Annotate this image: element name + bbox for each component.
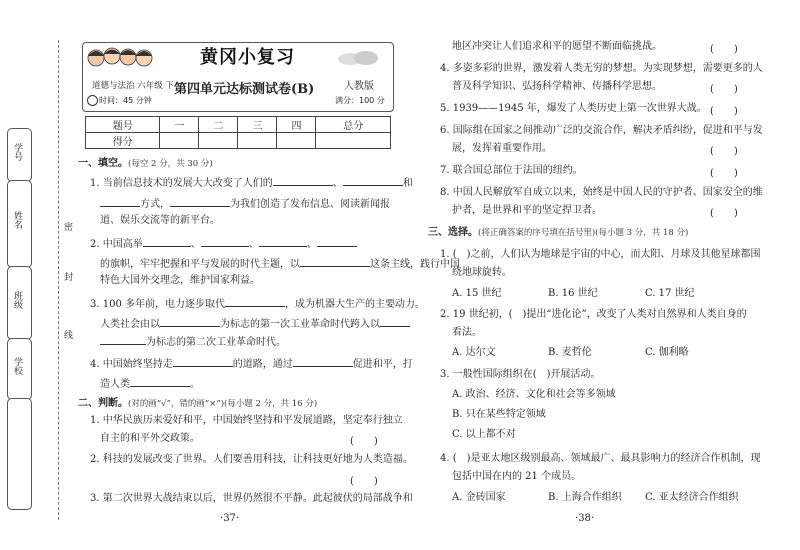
page-number-right-value: 38 <box>578 513 591 524</box>
page-number-left: ·37· <box>220 513 240 524</box>
blank-tab <box>7 398 32 510</box>
c4-option-a[interactable]: A. 金砖国家 <box>452 492 506 503</box>
q3-line2 <box>100 316 410 331</box>
page-number-right: ·38· <box>575 513 595 524</box>
score-cell[interactable] <box>277 133 316 149</box>
q1-text: 方式， <box>140 199 170 210</box>
q1-blank[interactable] <box>170 196 230 207</box>
clock-icon <box>87 95 98 106</box>
q4-text: 的道路，通过 <box>232 359 293 370</box>
q3-blank[interactable] <box>225 296 285 307</box>
q2-blank[interactable] <box>300 256 370 267</box>
section3-heading <box>428 226 688 240</box>
c1-line2: 绕地球旋转。 <box>452 267 512 278</box>
q1-text: 1. 当前信息技术的发展大大改变了人们的 <box>90 178 273 189</box>
q2-text: 的旗帜，牢牢把握和平与发展的时代主题，以 <box>100 259 300 270</box>
j3-answer-paren[interactable]: ( ) <box>710 44 738 55</box>
q2-sep: 、 <box>190 239 201 250</box>
name-tab <box>7 180 32 268</box>
section3-hint: (将正确答案的序号填在括号里)(每小题 3 分，共 18 分) <box>478 228 689 238</box>
subject-grade: 道德与法治 六年级 下 <box>92 81 174 91</box>
q2-sep: 、 <box>248 239 259 250</box>
q2-line1 <box>90 236 357 251</box>
section1-heading <box>78 157 213 171</box>
kids-illustration <box>86 44 156 74</box>
score-header-cell: 题号 <box>86 117 160 133</box>
q1-text: 为我们创造了发布信息、阅读新闻报 <box>230 199 390 210</box>
class-label: 班级 <box>12 291 22 309</box>
q1-line1: 1. 当前信息技术的发展大大改变了人们的 、 和 <box>90 175 413 190</box>
j4-line2: 普及科学知识、弘扬科学精神、传播科学思想。 <box>452 81 662 92</box>
student-no-tab <box>7 128 32 182</box>
line-mark: 线 <box>62 330 72 339</box>
j7-line1: 7. 联合国总部位于法国的纽约。 <box>440 165 583 176</box>
seal-mark: 密 <box>62 222 72 231</box>
q2-line3: 特色大国外交理念，维护国家利益。 <box>100 275 260 286</box>
c1-option-a[interactable]: A. 15 世纪 <box>452 288 502 299</box>
q1-blank[interactable] <box>273 175 333 186</box>
j8-answer-paren[interactable]: ( ) <box>710 208 738 219</box>
cloud-icon <box>336 50 380 66</box>
j3-line1: 3. 第二次世界大战结束以后，世界仍然很不平静。此起彼伏的局部战争和 <box>90 493 413 504</box>
name-label: 姓名 <box>12 211 22 229</box>
c2-option-a[interactable]: A. 达尔文 <box>452 347 496 358</box>
cut-mark: 封 <box>62 272 72 281</box>
c3-line1: 3. 一般性国际组织在( )开展活动。 <box>440 369 601 380</box>
c1-option-c[interactable]: C. 17 世纪 <box>645 288 695 299</box>
score-header-cell: 四 <box>277 117 316 133</box>
c1-option-b[interactable]: B. 16 世纪 <box>548 288 598 299</box>
q4-text: 。 <box>190 379 200 390</box>
q3-blank[interactable] <box>100 334 146 345</box>
q1-blank[interactable] <box>343 175 403 186</box>
c3-option-c[interactable]: C. 以上都不对 <box>452 429 516 440</box>
school-label: 学校 <box>12 357 22 375</box>
q2-blank[interactable] <box>143 236 191 247</box>
seal-line <box>58 40 59 520</box>
q3-line1 <box>90 296 425 311</box>
class-tab <box>7 266 32 340</box>
q3-text: ，成为机器大生产的主要动力。 <box>285 299 425 310</box>
score-header-cell: 三 <box>238 117 277 133</box>
q2-blank[interactable] <box>259 236 307 247</box>
section2-hint: (对的画“√”，错的画“×”)(每小题 2 分，共 16 分) <box>128 399 318 409</box>
j2-line1: 2. 科技的发展改变了世界。人们要善用科技，让科技更好地为人类造福。 <box>90 454 413 465</box>
j8-line2: 护者，是世界和平的坚定捍卫者。 <box>452 205 602 216</box>
q3-blank[interactable] <box>160 316 220 327</box>
j6-line1: 6. 国际组在国家之间推动广泛的交流合作，解决矛盾纠纷，促进和平与发 <box>440 125 763 136</box>
q4-text: 促进和平，打 <box>352 359 413 370</box>
q4-blank[interactable] <box>173 356 233 367</box>
q3-text: 为标志的第二次工业革命时代。 <box>146 337 286 348</box>
q4-text: 造人类 <box>100 379 130 390</box>
score-cell[interactable] <box>199 133 238 149</box>
q2-sep: 、 <box>306 239 317 250</box>
q1-line3: 道、娱乐交流等的新平台。 <box>100 215 220 226</box>
j4-line1: 4. 多姿多彩的世界，激发着人类无穷的梦想。为实现梦想，需要更多的人 <box>440 63 763 74</box>
time-label: 时间：45 分钟 <box>99 96 152 105</box>
c2-line2: 看法。 <box>452 327 482 338</box>
q2-text: 这条主线，践行中国 <box>370 259 460 270</box>
q3-text: 3. 100 多年前，电力逐步取代 <box>90 299 225 310</box>
edition-label: 人教版 <box>344 81 374 92</box>
q4-line2 <box>100 376 200 391</box>
c2-line1: 2. 19 世纪初，( )提出“进化论”，改变了人类对自然界和人类自身的 <box>440 309 747 320</box>
score-header-cell: 一 <box>160 117 199 133</box>
section3-title: 三、选择。 <box>428 227 478 238</box>
q2-text: 2. 中国高举 <box>90 239 143 250</box>
q2-line2 <box>100 256 460 271</box>
j8-line1: 8. 中国人民解放军自成立以来，始终是中国人民的守护者、国家安全的维 <box>440 187 763 198</box>
q3-text: 为标志的第一次工业革命时代跨入以 <box>220 319 380 330</box>
c4-option-b[interactable]: B. 上海合作组织 <box>548 492 622 503</box>
c4-line2: 包括中国在内的 21 个成员。 <box>452 471 582 482</box>
score-cell[interactable] <box>160 133 199 149</box>
j4-answer-paren[interactable]: ( ) <box>710 84 738 95</box>
j7-answer-paren[interactable]: ( ) <box>710 168 738 179</box>
student-no-label: 学号 <box>12 143 22 161</box>
c2-option-c[interactable]: C. 伽利略 <box>645 347 689 358</box>
q2-blank[interactable] <box>201 236 249 247</box>
j5-answer-paren[interactable]: ( ) <box>710 106 738 117</box>
score-header-cell: 总分 <box>316 117 391 133</box>
exam-title: 第四单元达标测试卷(B) <box>174 82 315 97</box>
q4-blank[interactable] <box>293 356 353 367</box>
score-cell[interactable] <box>316 133 391 149</box>
section1-title: 一、填空。 <box>78 158 128 169</box>
q3-blank[interactable] <box>380 316 410 327</box>
c1-line1: 1. ( )之前，人们认为地球是宇宙的中心，而太阳、月球及其他星球都围 <box>440 249 761 260</box>
score-cell[interactable] <box>238 133 277 149</box>
q3-line3 <box>100 334 286 349</box>
section2-title: 二、判断。 <box>78 398 128 409</box>
score-table <box>85 116 391 149</box>
q4-text: 4. 中国始终坚持走 <box>90 359 173 370</box>
c2-option-b[interactable]: B. 麦哲伦 <box>548 347 592 358</box>
c3-option-b[interactable]: B. 只在某些特定领域 <box>452 409 546 420</box>
q4-line1 <box>90 356 413 371</box>
j1-line2: 自主的和平外交政策。 <box>100 433 200 444</box>
j1-answer-paren[interactable]: ( ) <box>350 436 378 447</box>
section2-heading <box>78 397 317 411</box>
section1-hint: (每空 2 分，共 30 分) <box>128 159 213 169</box>
j5-line1: 5. 1939——1945 年，爆发了人类历史上第一次世界大战。 <box>440 103 707 114</box>
c4-line1: 4. ( )是亚太地区级别最高、领域最广、最具影响力的经济合作机制，现 <box>440 453 761 464</box>
j2-answer-paren[interactable]: ( ) <box>350 476 378 487</box>
q1-text-and: 和 <box>402 178 413 189</box>
page-number-left-value: 37 <box>223 513 236 524</box>
q4-blank[interactable] <box>130 376 190 387</box>
c4-option-c[interactable]: C. 亚太经济合作组织 <box>645 492 739 503</box>
full-score: 满分：100 分 <box>335 96 385 105</box>
q1-line2 <box>100 196 390 211</box>
score-header-cell: 二 <box>199 117 238 133</box>
j3-line2: 地区冲突让人们追求和平的愿望不断面临挑战。 <box>452 41 662 52</box>
score-row-label: 得分 <box>86 133 160 149</box>
brand-title: 黄冈小复习 <box>200 47 295 68</box>
school-tab <box>7 338 32 400</box>
j6-line2: 展，发挥着重要作用。 <box>452 143 552 154</box>
q3-text: 人类社会由以 <box>100 319 160 330</box>
q2-blank[interactable] <box>317 236 357 247</box>
c3-option-a[interactable]: A. 政治、经济、文化和社会等多领域 <box>452 389 616 400</box>
j1-line1: 1. 中华民族历来爱好和平，中国始终坚持和平发展道路，坚定奉行独立 <box>90 415 403 426</box>
j6-answer-paren[interactable]: ( ) <box>710 146 738 157</box>
q1-blank[interactable] <box>100 196 140 207</box>
